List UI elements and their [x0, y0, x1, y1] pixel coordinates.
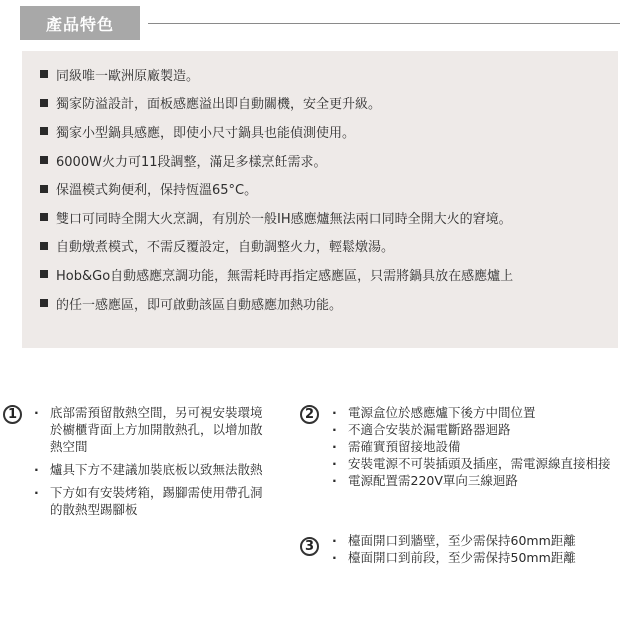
dot-bullet-icon: · — [332, 422, 337, 437]
feature-item — [40, 232, 618, 261]
square-bullet-icon — [40, 99, 48, 107]
feature-text: 獨家小型鍋具感應，即使小尺寸鍋具也能偵測使用。 — [56, 125, 356, 141]
note-text: 檯面開口到前段，至少需保持50mm距離 — [348, 550, 576, 565]
square-bullet-icon — [40, 242, 48, 250]
feature-text: 6000W火力可11段調整，滿足多樣烹飪需求。 — [56, 154, 327, 170]
note-text: 需確實預留接地設備 — [348, 439, 461, 454]
note-item — [328, 549, 628, 566]
note-text: 不適合安裝於漏電斷路器迴路 — [348, 422, 511, 437]
square-bullet-icon — [40, 299, 48, 307]
square-bullet-icon — [40, 70, 48, 78]
note-item — [328, 532, 628, 549]
feature-text: Hob&Go自動感應烹調功能，無需耗時再指定感應區，只需將鍋具放在感應爐上 — [56, 268, 514, 284]
dot-bullet-icon: · — [332, 405, 337, 420]
note-item — [328, 472, 628, 489]
feature-item — [40, 60, 618, 89]
dot-bullet-icon: · — [332, 533, 337, 548]
feature-item — [40, 117, 618, 146]
dot-bullet-icon: · — [34, 405, 39, 420]
feature-item — [40, 146, 618, 175]
note-item — [328, 421, 628, 438]
header-divider — [148, 23, 620, 24]
note-text: 電源配置需220V單向三線迴路 — [348, 473, 518, 488]
note-list — [328, 404, 628, 489]
number-circle-icon: 3 — [300, 537, 319, 556]
dot-bullet-icon: · — [332, 456, 337, 471]
feature-text: 同級唯一歐洲原廠製造。 — [56, 68, 200, 84]
note-text: 安裝電源不可裝插頭及插座，需電源線直接相接 — [348, 456, 611, 471]
square-bullet-icon — [40, 127, 48, 135]
dot-bullet-icon: · — [34, 462, 39, 477]
feature-item — [40, 203, 618, 232]
feature-item — [40, 260, 618, 289]
feature-text: 雙口可同時全開大火烹調，有別於一般IH感應爐無法兩口同時全開大火的窘境。 — [56, 211, 512, 227]
note-item — [30, 461, 270, 478]
note-text: 檯面開口到牆壁，至少需保持60mm距離 — [348, 533, 576, 548]
square-bullet-icon — [40, 185, 48, 193]
note-item — [30, 484, 270, 518]
dot-bullet-icon: · — [34, 485, 39, 500]
feature-item — [40, 174, 618, 203]
note-item — [30, 404, 270, 455]
note-text: 電源盒位於感應爐下後方中間位置 — [348, 405, 536, 420]
feature-text: 的任一感應區，即可啟動該區自動感應加熱功能。 — [56, 297, 343, 313]
square-bullet-icon — [40, 156, 48, 164]
note-text: 底部需預留散熱空間，另可視安裝環境於櫥櫃背面上方加開散熱孔，以增加散熱空間 — [50, 405, 263, 454]
feature-text: 自動燉煮模式，不需反覆設定，自動調整火力，輕鬆燉湯。 — [56, 240, 395, 256]
note-item — [328, 455, 628, 472]
note-text: 下方如有安裝烤箱，踢腳需使用帶孔洞的散熱型踢腳板 — [50, 485, 263, 517]
note-item — [328, 438, 628, 455]
section-title: 產品特色 — [20, 6, 140, 40]
square-bullet-icon — [40, 213, 48, 221]
note-text: 爐具下方不建議加裝底板以致無法散熱 — [50, 462, 263, 477]
dot-bullet-icon: · — [332, 550, 337, 565]
note-list — [30, 404, 270, 518]
features-panel — [22, 51, 618, 348]
feature-text: 獨家防溢設計，面板感應溢出即自動關機，安全更升級。 — [56, 97, 382, 113]
number-circle-icon: 2 — [300, 405, 319, 424]
feature-text: 保溫模式夠便利，保持恆溫65°C。 — [56, 183, 258, 199]
dot-bullet-icon: · — [332, 473, 337, 488]
section-header — [20, 6, 620, 40]
feature-item — [40, 89, 618, 118]
number-circle-icon: 1 — [3, 405, 22, 424]
note-list — [328, 532, 628, 566]
dot-bullet-icon: · — [332, 439, 337, 454]
note-item — [328, 404, 628, 421]
feature-list — [40, 60, 618, 317]
feature-item — [40, 289, 618, 318]
square-bullet-icon — [40, 270, 48, 278]
